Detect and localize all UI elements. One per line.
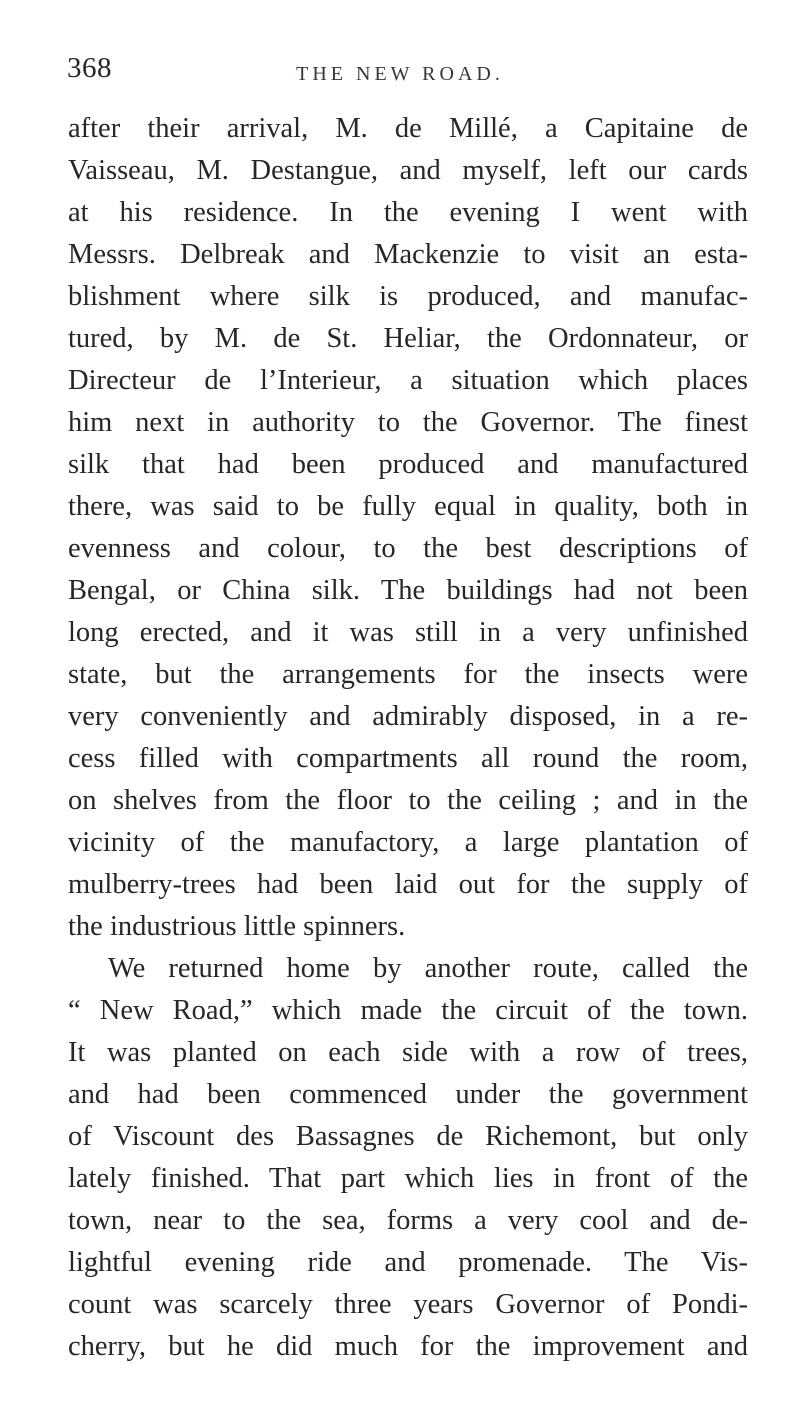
text-line: silk that had been produced and manufactured bbox=[68, 449, 748, 480]
text-line: lightful evening ride and promenade. The Vis- bbox=[68, 1247, 748, 1278]
running-title: THE NEW ROAD. bbox=[296, 63, 504, 85]
text-line: Vaisseau, M. Destangue, and myself, left our cards bbox=[68, 155, 748, 186]
text-line: state, but the arrangements for the insects were bbox=[68, 659, 748, 690]
text-line: blishment where silk is produced, and manufac- bbox=[68, 281, 748, 312]
text-line: the industrious little spinners. bbox=[68, 911, 406, 942]
text-line: him next in authority to the Governor. The finest bbox=[68, 407, 748, 438]
body-text bbox=[68, 108, 748, 1368]
text-line: “ New Road,” which made the circuit of the town. bbox=[68, 995, 748, 1026]
text-line: long erected, and it was still in a very unfinished bbox=[68, 617, 748, 648]
text-line: mulberry-trees had been laid out for the supply of bbox=[68, 869, 748, 900]
text-line: We returned home by another route, called the bbox=[108, 953, 748, 984]
text-line: Directeur de l’Interieur, a situation which places bbox=[68, 365, 748, 396]
text-line: Bengal, or China silk. The buildings had not been bbox=[68, 575, 748, 606]
text-line: town, near to the sea, forms a very cool and de- bbox=[68, 1205, 748, 1236]
text-line: cess filled with compartments all round the room, bbox=[68, 743, 748, 774]
text-line: cherry, but he did much for the improvement and bbox=[68, 1331, 748, 1362]
text-line: of Viscount des Bassagnes de Richemont, but only bbox=[68, 1121, 748, 1152]
text-line: Messrs. Delbreak and Mackenzie to visit an esta- bbox=[68, 239, 748, 270]
text-line: on shelves from the floor to the ceiling ; and in the bbox=[68, 785, 748, 816]
text-line: It was planted on each side with a row of trees, bbox=[68, 1037, 748, 1068]
text-line: at his residence. In the evening I went with bbox=[68, 197, 748, 228]
text-line: tured, by M. de St. Heliar, the Ordonnateur, or bbox=[68, 323, 748, 354]
page-number: 368 bbox=[67, 52, 112, 84]
text-line: and had been commenced under the government bbox=[68, 1079, 748, 1110]
text-line: count was scarcely three years Governor of Pondi- bbox=[68, 1289, 748, 1320]
text-line: there, was said to be fully equal in quality, both in bbox=[68, 491, 748, 522]
text-line: very conveniently and admirably disposed, in a re- bbox=[68, 701, 748, 732]
text-line: vicinity of the manufactory, a large plantation of bbox=[68, 827, 748, 858]
text-line: lately finished. That part which lies in front of the bbox=[68, 1163, 748, 1194]
text-line: evenness and colour, to the best descriptions of bbox=[68, 533, 748, 564]
text-line: after their arrival, M. de Millé, a Capitaine de bbox=[68, 113, 748, 144]
